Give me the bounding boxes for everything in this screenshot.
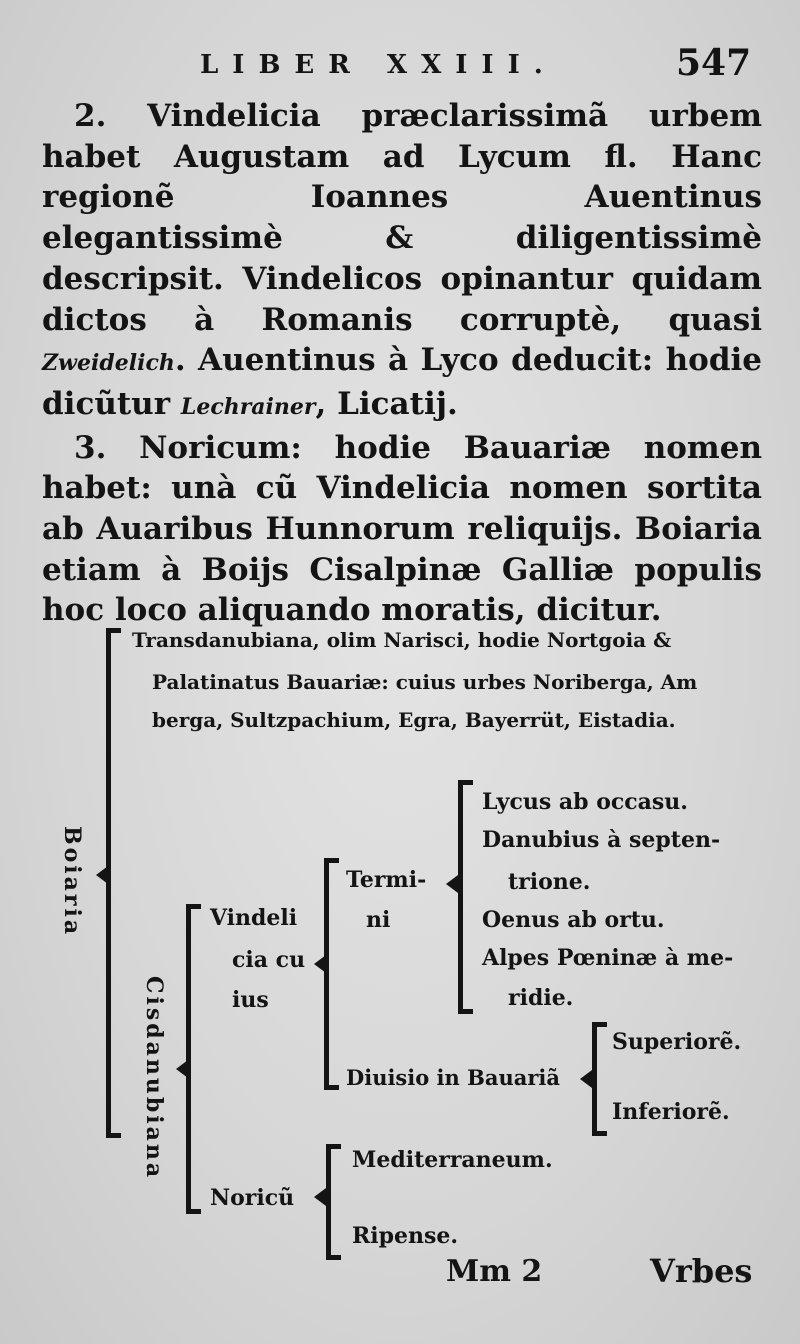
cisdanubiana-label: Cisdanubiana — [141, 976, 167, 1181]
vindelicia-line-2: cia cu — [232, 947, 306, 973]
terminus-north-2: trione. — [508, 869, 591, 895]
terminus-north-1: Danubius à septen- — [482, 827, 721, 853]
root-brace-tip — [96, 866, 108, 884]
paragraph-2-italic-1: Zweidelich — [42, 350, 175, 377]
paragraph-2-text-a: 2. Vindelicia præclarissimã urbem habet Augustam ad Lycum fl. Hanc regionẽ Ioannes Auentinus elegantissimè & diligentissimè descripsit. Vindelicos opinantur quidam dictos à Romanis corruptè, quasi — [42, 98, 762, 338]
noricum-brace-tip — [314, 1188, 326, 1206]
diuisio-superior: Superiorẽ. — [612, 1029, 742, 1055]
termini-brace-tip — [446, 875, 458, 893]
transdanubiana-line-1: Transdanubiana, olim Narisci, hodie Nortgoia & — [132, 628, 672, 652]
catchword: Vrbes — [650, 1252, 753, 1290]
running-head: LIBER XXIII. — [200, 50, 557, 80]
vindelicia-brace-tip — [314, 955, 326, 973]
terminus-south-2: ridie. — [508, 985, 574, 1011]
terminus-west: Lycus ab occasu. — [482, 789, 688, 815]
tree-root-label: Boiaria — [59, 826, 85, 938]
termini-bracket — [458, 780, 473, 1014]
paragraph-2-italic-2: Lechrainer — [180, 393, 316, 420]
transdanubiana-line-3: berga, Sultzpachium, Egra, Bayerrüt, Eistadia. — [152, 708, 676, 732]
noricum-mediterraneum: Mediterraneum. — [352, 1147, 553, 1173]
termini-label-2: ni — [366, 907, 391, 933]
cisdanubiana-brace-tip — [176, 1060, 188, 1078]
paragraph-2-text-b: . Auentinus à Lyco deducit: hodie dicũtur — [42, 342, 762, 422]
diuisio-inferior: Inferiorẽ. — [612, 1099, 730, 1125]
noricum-ripense: Ripense. — [352, 1223, 459, 1249]
diuisio-bracket — [592, 1022, 607, 1136]
page-number: 547 — [676, 42, 752, 84]
diuisio-brace-tip — [580, 1070, 592, 1088]
cisdanubiana-bracket — [186, 904, 201, 1214]
terminus-south-1: Alpes Pœninæ à me- — [482, 945, 734, 971]
paragraph-3: 3. Noricum: hodie Bauariæ nomen habet: unà cũ Vindelicia nomen sortita ab Auaribus Hunnorum reliquijs. Boiaria etiam à Boijs Cisalpinæ Galliæ populis hoc loco aliquando moratis, dicitur. — [42, 429, 762, 629]
paragraph-2-text-c: , Licatij. — [315, 385, 458, 422]
signature-mark: Mm 2 — [446, 1254, 543, 1289]
termini-label-1: Termi- — [346, 867, 427, 893]
transdanubiana-line-2: Palatinatus Bauariæ: cuius urbes Noriberga, Am — [152, 670, 698, 694]
noricum-bracket — [326, 1144, 341, 1260]
terminus-east: Oenus ab ortu. — [482, 907, 665, 933]
vindelicia-line-1: Vindeli — [210, 905, 298, 931]
noricum-label: Noricũ — [210, 1185, 295, 1211]
diuisio-label: Diuisio in Bauariã — [346, 1065, 560, 1090]
vindelicia-line-3: ius — [232, 987, 269, 1013]
root-bracket — [106, 628, 121, 1138]
vindelicia-bracket — [324, 858, 339, 1090]
